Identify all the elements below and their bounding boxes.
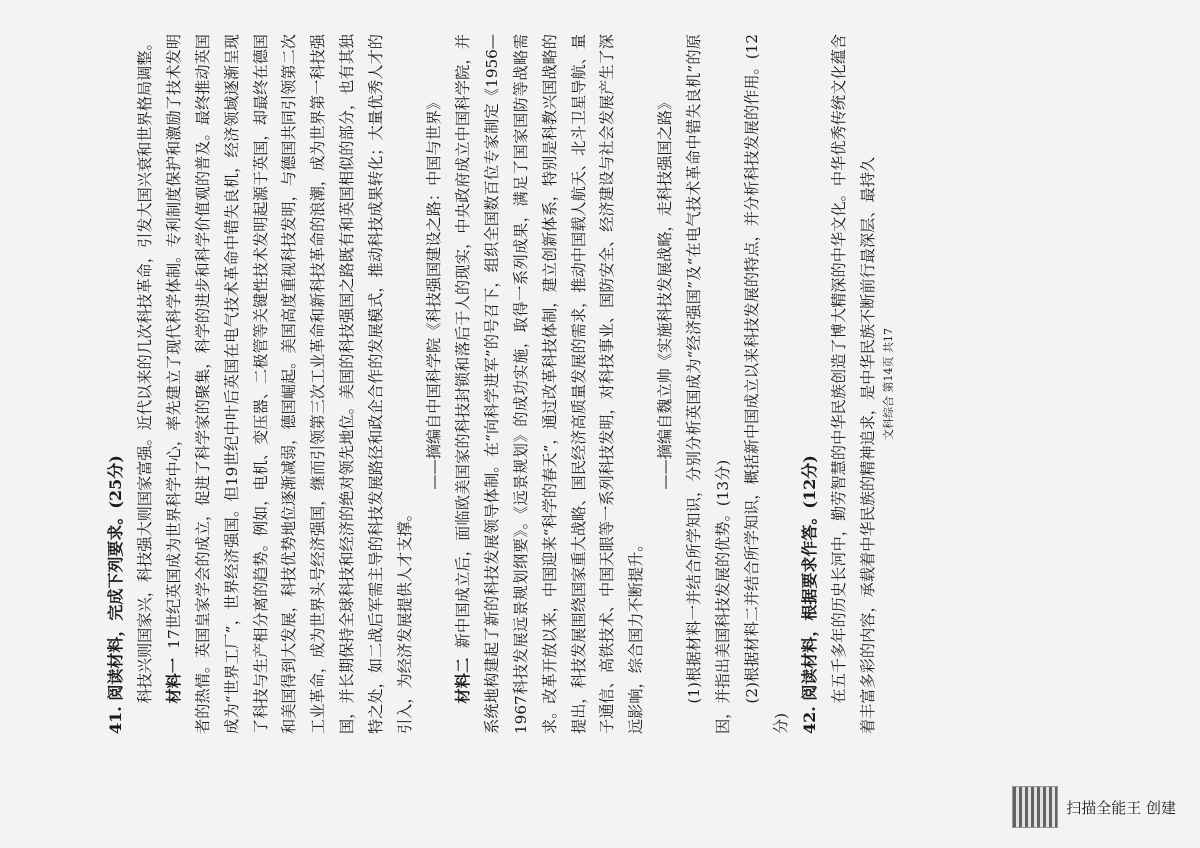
material2-paragraph xyxy=(449,34,651,734)
q42-heading: 42. 阅读材料，根据要求作答。(12分) xyxy=(799,455,819,734)
material2-label: 材料二 xyxy=(453,657,472,704)
material2-text: 新中国成立后，面临欧美国家的科技封锁和落后于人的现实，中央政府成立中国科学院，并系统地构建起了新的科技发展领导体制。在“向科学进军”的号召下，组织全国数百位专家制定《1956—1967科技发展远景规划纲要》。《远景规划》的成功实施，取得一系列成果，满足了国家国防等战略需求。改革开放以来，中国迎来“科学的春天”，通过改革科技体制，建立创新体系，特别是科教兴国战略的提出，科技发展围绕国家重大战略、国民经济高质量发展的需求，推动中国载人航天、北斗卫星导航、量子通信、高铁技术、中国天眼等一系列科技发明，对科技事业、国防安全、经济建设与社会发展产生了深远影响，综合国力不断提升。 xyxy=(453,34,646,734)
q41-requirement-2: (2)根据材料二并结合所学知识，概括新中国成立以来科技发展的特点，并分析科技发展的作用。(12分) xyxy=(742,34,790,734)
page-footer: 文科综合 第14页 共17 xyxy=(882,328,896,440)
q42-text: 在五千多年的历史长河中，勤劳智慧的中华民族创造了博大精深的中华文化。中华优秀传统文化蕴含着丰富多彩的内容，承载着中华民族的精神追求，是中华民族不断前行最深层、最持久 xyxy=(829,34,877,734)
q41-intro: 科技兴则国家兴，科技强大则国家富强。近代以来的几次科技革命，引发大国兴衰和世界格局调整。 xyxy=(135,35,154,704)
rotated-exam-page xyxy=(102,34,982,734)
material1-text: 17世纪英国成为世界科学中心，率先建立了现代科学体制。专利制度保护和激励了技术发明者的热情。英国皇家学会的成立，促进了科学家的聚集，科学的进步和科学价值观的普及。最终推动英国成为“世界工厂”，世界经济强国。但19世纪中叶后英国在电气技术革命中错失良机，经济领域逐渐呈现了科技与生产相分离的趋势。例如，电机、变压器、二极管等关键性技术发明起源于英国，却最终在德国和美国得到大发展，科技优势地位逐渐减弱，德国崛起。美国高度重视科技发明，与德国共同引领第二次工业革命，成为世界头号经济强国，继而引领第三次工业革命和新科技革命的浪潮，成为世界第一科技强国，并长期保持全球科技和经济的绝对领先地位。美国的科技强国之路既有和英国相似的部分，也有其独特之处，如二战后军需主导的科技发展路径和政企合作的发展模式，推动科技成果转化；大量优秀人才的引入，为经济发展提供人才支撑。 xyxy=(164,33,415,734)
qr-code-icon xyxy=(1012,786,1058,828)
material1-label: 材料一 xyxy=(164,657,183,704)
watermark-text: 扫描全能王 创建 xyxy=(1066,798,1176,817)
material1-paragraph xyxy=(160,34,420,734)
q41-requirement-1: (1)根据材料一并结合所学知识，分别分析英国成为“经济强国”及“在电气技术革命中错失良机”的原因，并指出美国科技发展的优势。(13分) xyxy=(685,34,733,734)
material1-source: ——摘编自中国科学院《科技强国建设之路：中国与世界》 xyxy=(424,94,443,490)
q41-heading: 41. 阅读材料，完成下列要求。(25分) xyxy=(106,455,125,734)
material2-source: ——摘编自魏立帅《实施科技发展战略，走科技强国之路》 xyxy=(656,94,675,490)
scanner-watermark xyxy=(1012,786,1176,828)
